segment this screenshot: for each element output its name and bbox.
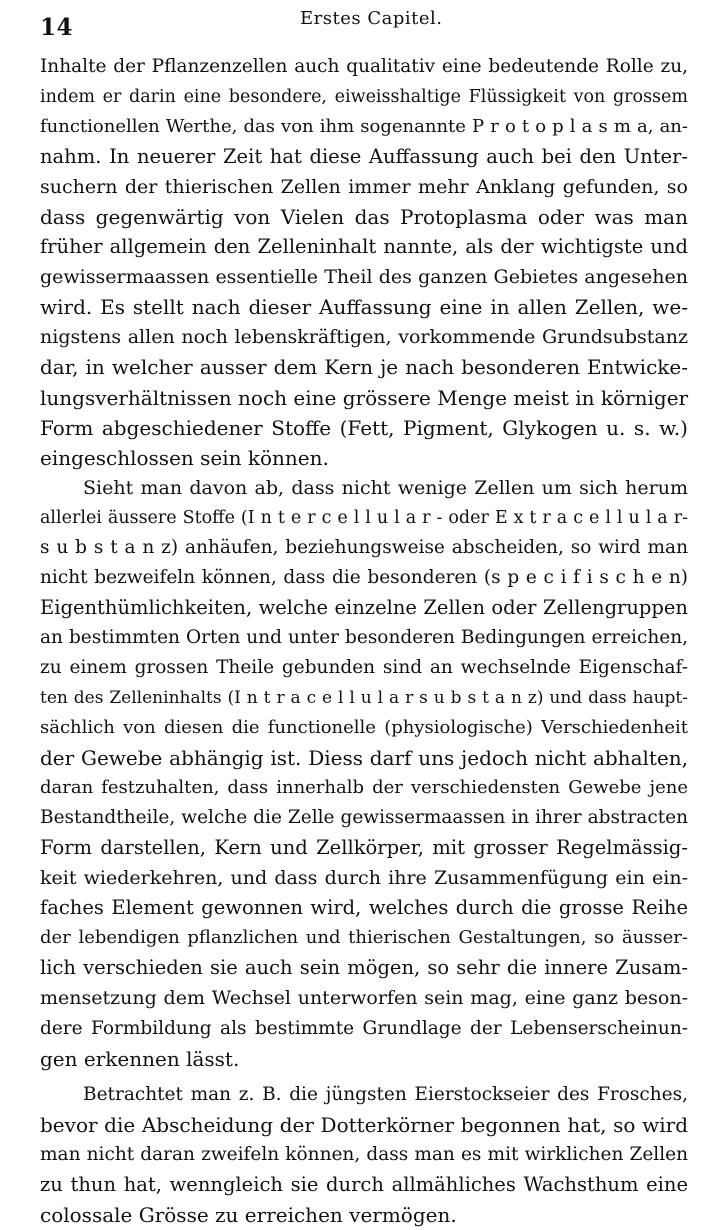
text-line: zu thun hat, wenngleich sie durch allmähliches Wachsthum eine — [40, 1172, 688, 1196]
text-line: colossale Grösse zu erreichen vermögen. — [40, 1202, 457, 1227]
paragraph-2 — [40, 473, 688, 1074]
text-line: der Gewebe abhängig ist. Diess darf uns jedoch nicht abhalten, — [40, 746, 688, 771]
text-line: Eigenthümlichkeiten, welche einzelne Zellen oder Zellengruppen — [40, 595, 688, 619]
text-line: dere Formbildung als bestimmte Grundlage der Lebenserscheinun- — [40, 1017, 688, 1039]
text-line: Betrachtet man z. B. die jüngsten Eierstockseier des Frosches, — [83, 1083, 688, 1105]
text-line: Form abgeschiedener Stoffe (Fett, Pigment, Glykogen u. s. w.) — [40, 415, 688, 440]
text-line: dass gegenwärtig von Vielen das Protoplasma oder was man — [40, 205, 688, 230]
text-line: früher allgemein den Zelleninhalt nannte, als der wichtigste und — [40, 235, 688, 259]
text-line: zu einem grossen Theile gebunden sind an wechselnde Eigenschaf- — [40, 656, 688, 678]
text-line: gewissermaassen essentielle Theil des ganzen Gebietes angesehen — [40, 266, 688, 289]
body-text — [40, 52, 688, 1230]
text-line: wird. Es stellt nach dieser Auffassung eine in allen Zellen, we- — [40, 295, 688, 320]
text-line: mensetzung dem Wechsel unterworfen sein mag, eine ganz beson- — [40, 987, 688, 1010]
text-line: Inhalte der Pflanzenzellen auch qualitativ eine bedeutende Rolle zu, — [40, 56, 688, 77]
text-line: nigstens allen noch lebenskräftigen, vorkommende Grundsubstanz — [40, 326, 688, 349]
text-line: gen erkennen lässt. — [40, 1046, 240, 1071]
text-line: daran festzuhalten, dass innerhalb der verschiedensten Gewebe jene — [40, 777, 688, 799]
text-line: allerlei äussere Stoffe (I n t e r c e l l u l a r - oder E x t r a c e l l u l a r- — [40, 507, 688, 528]
text-line: s u b s t a n z) anhäufen, beziehungsweise abscheiden, so wird man — [40, 536, 688, 558]
text-line: nicht bezweifeln können, dass die besonderen (s p e c i f i s c h e n) — [40, 566, 688, 588]
text-line: eingeschlossen sein können. — [40, 445, 329, 470]
text-line: faches Element gewonnen wird, welches durch die grosse Reihe — [40, 896, 688, 920]
text-line: an bestimmten Orten und unter besonderen Bedingungen erreichen, — [40, 626, 688, 648]
text-line: ten des Zelleninhalts (I n t r a c e l l u l a r s u b s t a n z) und dass haupt- — [40, 687, 688, 708]
text-line: nahm. In neuerer Zeit hat diese Auffassung auch bei den Unter- — [40, 145, 688, 169]
text-line: Bestandtheile, welche die Zelle gewissermaassen in ihrer abstracten — [40, 807, 688, 829]
text-line: lungsverhältnissen noch eine grössere Menge meist in körniger — [40, 385, 689, 410]
text-line: Sieht man davon ab, dass nicht wenige Zellen um sich herum — [83, 476, 688, 499]
running-head: Erstes Capitel. — [300, 8, 443, 29]
text-line: der lebendigen pflanzlichen und thierischen Gestaltungen, so äusser- — [40, 927, 688, 949]
text-line: Form darstellen, Kern und Zellkörper, mit grosser Regelmässig- — [40, 836, 688, 860]
text-line: man nicht daran zweifeln können, dass man es mit wirklichen Zellen — [40, 1143, 688, 1165]
text-line: sächlich von diesen die functionelle (physiologische) Verschiedenheit — [40, 717, 688, 739]
text-line: suchern der thierischen Zellen immer mehr Anklang gefunden, so — [40, 176, 688, 199]
text-line: lich verschieden sie auch sein mögen, so sehr die innere Zusam- — [40, 956, 688, 980]
page-number: 14 — [40, 14, 74, 41]
page-header — [40, 8, 690, 41]
text-line: dar, in welcher ausser dem Kern je nach besonderen Entwicke- — [40, 355, 688, 380]
text-line: functionellen Werthe, das von ihm sogenannte P r o t o p l a s m a, an- — [40, 116, 688, 138]
text-line: keit wiederkehren, und dass durch ihre Zusammenfügung ein ein- — [40, 867, 688, 890]
paragraph-1 — [40, 52, 688, 473]
text-line: indem er darin eine besondere, eiweisshaltige Flüssigkeit von grossem — [40, 87, 688, 108]
text-line: bevor die Abscheidung der Dotterkörner begonnen hat, so wird — [40, 1112, 688, 1137]
paragraph-3 — [40, 1080, 688, 1230]
